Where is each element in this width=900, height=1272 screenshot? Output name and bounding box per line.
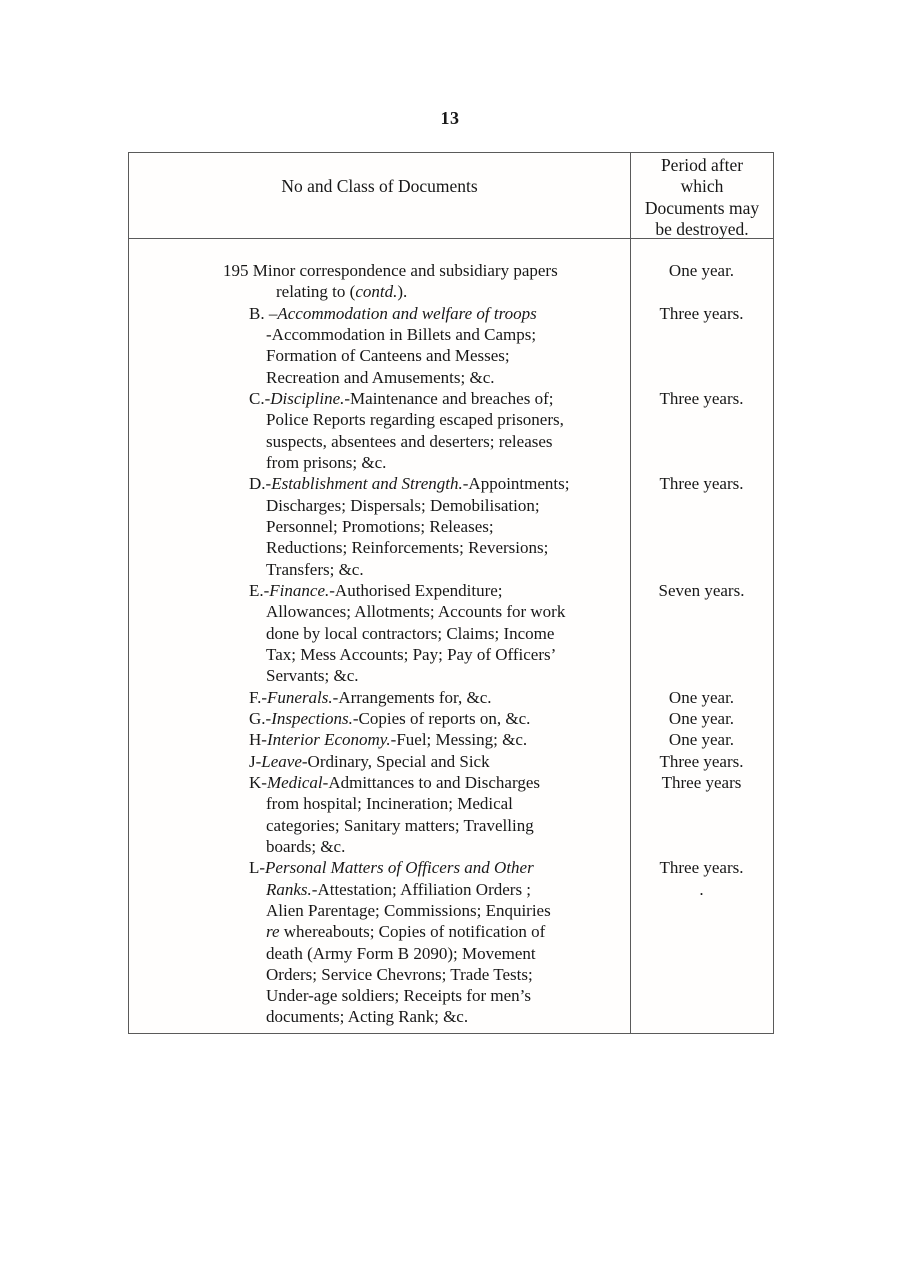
period-text-line: .	[699, 879, 704, 899]
text-run: Personnel; Promotions; Releases;	[266, 516, 494, 536]
text-line	[129, 559, 630, 580]
text-run: -Admittances to and Discharges	[322, 772, 540, 792]
text-run: -Authorised Expenditure;	[329, 580, 503, 600]
italic-text-run: Discipline.	[270, 388, 345, 408]
text-run: -Maintenance and breaches of;	[344, 388, 554, 408]
text-run: H-	[249, 730, 267, 750]
text-line	[129, 495, 630, 516]
text-run: from prisons; &c.	[266, 452, 387, 472]
text-run: C.-	[249, 388, 271, 408]
document-class-cell	[129, 708, 630, 729]
text-line	[129, 303, 630, 324]
period-text-line: One year.	[668, 687, 735, 707]
text-run: B. –	[249, 303, 278, 323]
period-text-line: One year.	[668, 730, 735, 750]
table-row-item-K	[129, 772, 773, 857]
period-text-line: Three years.	[659, 858, 744, 878]
text-run: whereabouts; Copies of notification of	[279, 922, 546, 942]
text-run: L-	[249, 858, 266, 878]
text-run: documents; Acting Rank; &c.	[266, 1007, 469, 1027]
period-text-line: Three years.	[659, 474, 744, 494]
text-run: -Arrangements for, &c.	[332, 687, 492, 707]
text-line	[129, 943, 630, 964]
document-class-cell	[129, 580, 630, 687]
text-run: Formation of Canteens and Messes;	[266, 346, 510, 366]
italic-text-run: Interior Economy.	[266, 730, 391, 750]
table-row-item-E	[129, 580, 773, 687]
text-line	[129, 537, 630, 558]
text-line	[129, 516, 630, 537]
text-line	[129, 345, 630, 366]
text-line	[129, 815, 630, 836]
period-text-line: Seven years.	[658, 580, 745, 600]
destruction-period-cell	[630, 473, 773, 580]
text-line	[129, 452, 630, 473]
table-row-item-G	[129, 708, 773, 729]
text-run: Discharges; Dispersals; Demobilisation;	[266, 495, 540, 515]
text-run: -Fuel; Messing; &c.	[390, 730, 528, 750]
document-class-cell	[129, 857, 630, 1028]
text-line	[129, 281, 630, 302]
table-row-item-J	[129, 751, 773, 772]
document-class-cell	[129, 388, 630, 473]
text-run: D.-	[249, 474, 272, 494]
text-line	[129, 409, 630, 430]
destruction-period-cell	[630, 708, 773, 729]
text-run: Reductions; Reinforcements; Reversions;	[266, 538, 549, 558]
italic-text-run: Accommodation and welfare of troops	[277, 303, 537, 323]
text-run: -Ordinary, Special and Sick	[301, 751, 490, 771]
period-text-line: Three years	[661, 772, 742, 792]
italic-text-run: Personal Matters of Officers and Other	[265, 858, 534, 878]
text-line	[129, 772, 630, 793]
text-run: boards; &c.	[266, 836, 346, 856]
text-run: -Attestation; Affiliation Orders ;	[311, 879, 532, 899]
text-run: F.-	[249, 687, 268, 707]
text-line	[129, 388, 630, 409]
header-no-and-class-of-documents: No and Class of Documents	[281, 176, 478, 196]
document-class-cell	[129, 260, 630, 303]
table-row-item-B	[129, 303, 773, 388]
text-run: G.-	[249, 708, 272, 728]
destruction-period-cell	[630, 729, 773, 750]
text-line	[129, 964, 630, 985]
italic-text-run: Inspections.	[271, 708, 353, 728]
period-text-line: Three years.	[659, 751, 744, 771]
italic-text-run: contd.	[355, 282, 398, 302]
text-line	[129, 1006, 630, 1027]
destruction-period-cell	[630, 857, 773, 1028]
text-run: -Appointments;	[462, 474, 570, 494]
text-line	[129, 687, 630, 708]
period-text-line: One year.	[668, 708, 735, 728]
table-row-item-F	[129, 687, 773, 708]
text-line	[129, 260, 630, 281]
text-run: done by local contractors; Claims; Income	[266, 623, 555, 643]
text-line	[129, 665, 630, 686]
document-class-cell	[129, 687, 630, 708]
text-line	[129, 644, 630, 665]
document-class-cell	[129, 473, 630, 580]
text-line	[129, 879, 630, 900]
text-run: from hospital; Incineration; Medical	[266, 794, 513, 814]
header-line: which	[680, 176, 724, 197]
text-line	[129, 324, 630, 345]
text-run: ).	[397, 282, 408, 302]
text-line	[129, 793, 630, 814]
table-row-item-D	[129, 473, 773, 580]
text-line	[129, 836, 630, 857]
text-line	[129, 985, 630, 1006]
text-run: Under-age soldiers; Receipts for men’s	[266, 986, 531, 1006]
documents-retention-table	[128, 152, 774, 1034]
period-text-line: Three years.	[659, 388, 744, 408]
text-run: relating to (	[276, 282, 356, 302]
text-run: Orders; Service Chevrons; Trade Tests;	[266, 964, 533, 984]
header-line: Period after	[660, 155, 744, 175]
destruction-period-cell	[630, 260, 773, 303]
text-run: Alien Parentage; Commissions; Enquiries	[266, 900, 551, 920]
destruction-period-cell	[630, 751, 773, 772]
period-text-line: One year.	[668, 261, 735, 280]
italic-text-run: Medical	[266, 772, 323, 792]
document-class-cell	[129, 751, 630, 772]
page-number: 13	[440, 108, 460, 128]
table-row-item-L	[129, 857, 773, 1028]
text-line	[129, 921, 630, 942]
destruction-period-cell	[630, 687, 773, 708]
period-text-line: Three years.	[659, 303, 744, 323]
text-run: categories; Sanitary matters; Travelling	[266, 815, 534, 835]
text-line	[129, 580, 630, 601]
italic-text-run: re	[266, 922, 280, 942]
text-line	[129, 857, 630, 878]
text-run: 195 Minor correspondence and subsidiary papers	[223, 261, 558, 280]
text-run: suspects, absentees and deserters; releases	[266, 431, 553, 451]
text-run: Servants; &c.	[266, 666, 359, 686]
table-row-item-C	[129, 388, 773, 473]
document-class-cell	[129, 303, 630, 388]
header-line: be destroyed.	[655, 219, 749, 240]
text-line	[129, 751, 630, 772]
text-run: -Copies of reports on, &c.	[352, 708, 531, 728]
document-class-cell	[129, 772, 630, 857]
destruction-period-cell	[630, 303, 773, 388]
text-run: J-	[249, 751, 262, 771]
text-line	[129, 729, 630, 750]
text-run: Tax; Mess Accounts; Pay; Pay of Officers’	[266, 644, 557, 664]
table-body	[129, 239, 773, 1033]
header-line: Documents may	[644, 197, 760, 218]
text-run: Police Reports regarding escaped prisoners,	[266, 410, 564, 430]
destruction-period-cell	[630, 580, 773, 687]
text-line	[129, 473, 630, 494]
italic-text-run: Leave	[261, 751, 302, 771]
text-run: Allowances; Allotments; Accounts for work	[266, 602, 566, 622]
table-row-item-H	[129, 729, 773, 750]
italic-text-run: Establishment and Strength.	[271, 474, 463, 494]
text-line	[129, 708, 630, 729]
table-row-item-195	[129, 260, 773, 303]
destruction-period-cell	[630, 388, 773, 473]
text-run: -Accommodation in Billets and Camps;	[266, 324, 537, 344]
document-class-cell	[129, 729, 630, 750]
text-line	[129, 900, 630, 921]
text-run: K-	[249, 772, 267, 792]
text-run: Transfers; &c.	[266, 559, 364, 579]
text-line	[129, 431, 630, 452]
table-header-row	[129, 153, 773, 239]
text-line	[129, 623, 630, 644]
destruction-period-cell	[630, 772, 773, 857]
italic-text-run: Funerals.	[267, 687, 333, 707]
text-run: Recreation and Amusements; &c.	[266, 367, 495, 387]
text-line	[129, 367, 630, 388]
italic-text-run: Ranks.	[266, 879, 312, 899]
text-run: E.-	[249, 580, 270, 600]
text-line	[129, 601, 630, 622]
header-period-after-which-destroyed	[630, 153, 773, 238]
italic-text-run: Finance.	[269, 580, 330, 600]
text-run: death (Army Form B 2090); Movement	[266, 943, 536, 963]
